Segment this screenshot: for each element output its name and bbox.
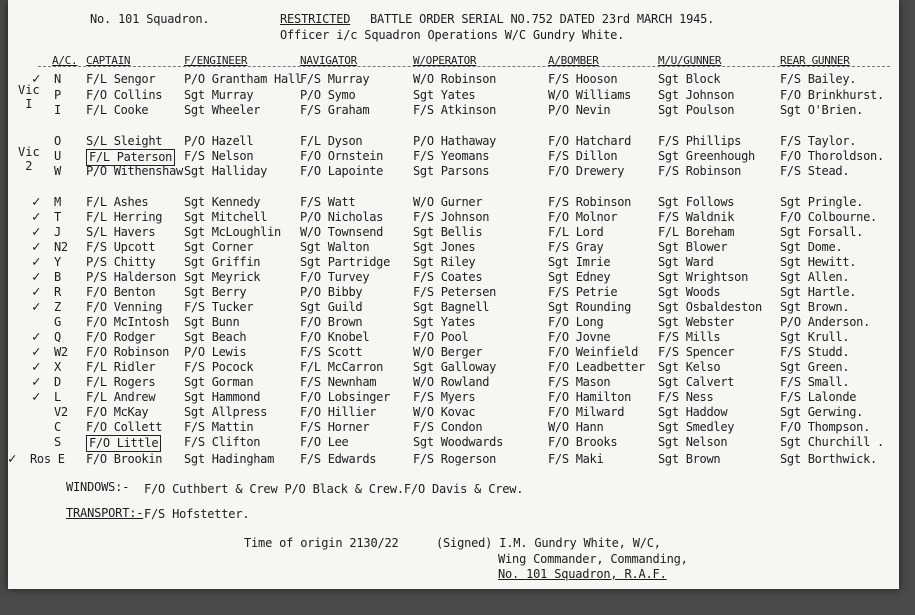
check-mark-icon: ✓ <box>8 451 17 467</box>
cell-wop: Sgt Riley <box>413 255 476 269</box>
table-row <box>8 345 899 360</box>
cell-ac: M <box>54 195 61 209</box>
cell-wop: Sgt Bagnell <box>413 300 490 314</box>
cell-rear: Sgt O'Brien. <box>780 103 864 117</box>
cell-rear: Sgt Forsall. <box>780 225 864 239</box>
cell-bomber: F/O Milward <box>548 405 625 419</box>
cell-mug: Sgt Block <box>658 72 721 86</box>
cell-bomber: F/S Petrie <box>548 285 618 299</box>
cell-wop: Sgt Parsons <box>413 164 490 178</box>
column-header: A/C. <box>52 54 78 67</box>
cell-wop: Sgt Bellis <box>413 225 483 239</box>
cell-engineer: Sgt Bunn <box>184 315 240 329</box>
cell-navigator: F/S Horner <box>300 420 370 434</box>
cell-wop: W/O Robinson <box>413 72 497 86</box>
cell-rear: Sgt Hartle. <box>780 285 857 299</box>
cell-captain: S/L Sleight <box>86 134 163 148</box>
cell-rear: F/S Studd. <box>780 345 850 359</box>
cell-rear: F/O Brinkhurst. <box>780 88 884 102</box>
column-header: W/OPERATOR <box>413 54 477 67</box>
cell-mug: Sgt Poulson <box>658 103 735 117</box>
cell-ac: I <box>54 103 61 117</box>
cell-bomber: Sgt Rounding <box>548 300 632 314</box>
cell-mug: Sgt Follows <box>658 195 735 209</box>
cell-captain: F/O McIntosh <box>86 315 170 329</box>
cell-engineer: Sgt Allpress <box>184 405 268 419</box>
cell-navigator: F/O Hillier <box>300 405 377 419</box>
cell-engineer: Sgt Berry <box>184 285 247 299</box>
cell-navigator: F/S Graham <box>300 103 370 117</box>
cell-captain: S/L Havers <box>86 225 156 239</box>
table-row <box>8 134 899 149</box>
signature-line: (Signed) I.M. Gundry White, W/C, <box>436 536 661 550</box>
cell-ac: Q <box>54 330 61 344</box>
column-header: REAR GUNNER <box>780 54 850 67</box>
cell-ac: N2 <box>54 240 68 254</box>
cell-mug: Sgt Smedley <box>658 420 735 434</box>
cell-bomber: F/S Maki <box>548 452 604 466</box>
cell-captain: F/O Robinson <box>86 345 170 359</box>
cell-rear: F/S Lalonde <box>780 390 857 404</box>
cell-rear: Sgt Hewitt. <box>780 255 857 269</box>
transport-value: F/S Hofstetter. <box>144 507 250 521</box>
cell-navigator: P/O Bibby <box>300 285 363 299</box>
cell-mug: Sgt Woods <box>658 285 721 299</box>
cell-bomber: F/S Dillon <box>548 149 618 163</box>
table-row <box>8 225 899 240</box>
cell-navigator: F/S Newnham <box>300 375 377 389</box>
battle-order-document <box>8 0 899 589</box>
column-header: CAPTAIN <box>86 54 131 67</box>
cell-navigator: F/O Ornstein <box>300 149 384 163</box>
cell-bomber: F/O Brooks <box>548 435 618 449</box>
cell-ac: Y <box>54 255 61 269</box>
cell-wop: W/O Kovac <box>413 405 476 419</box>
cell-wop: F/S Myers <box>413 390 476 404</box>
cell-bomber: F/S Mason <box>548 375 611 389</box>
cell-wop: Sgt Jones <box>413 240 476 254</box>
cell-engineer: F/S Nelson <box>184 149 254 163</box>
cell-captain: F/L Herring <box>86 210 163 224</box>
cell-ac: W <box>54 164 61 178</box>
cell-ac: Z <box>54 300 61 314</box>
cell-bomber: W/O Hann <box>548 420 604 434</box>
cell-rear: Sgt Dome. <box>780 240 843 254</box>
cell-ac: L <box>54 390 61 404</box>
cell-mug: F/S Phillips <box>658 134 742 148</box>
cell-captain: F/O Benton <box>86 285 156 299</box>
column-header: F/ENGINEER <box>184 54 248 67</box>
cell-wop: W/O Rowland <box>413 375 490 389</box>
cell-rear: F/O Colbourne. <box>780 210 877 224</box>
cell-wop: Sgt Yates <box>413 88 476 102</box>
check-mark-icon: ✓ <box>32 284 41 300</box>
cell-captain: F/O Collins <box>86 88 163 102</box>
vic2-label: Vic 2 <box>18 145 40 173</box>
cell-bomber: F/O Drewery <box>548 164 625 178</box>
cell-rear: P/O Anderson. <box>780 315 871 329</box>
cell-navigator: F/S Murray <box>300 72 370 86</box>
cell-captain: P/O Withenshaw <box>86 164 183 178</box>
check-mark-icon: ✓ <box>32 269 41 285</box>
check-mark-icon: ✓ <box>32 344 41 360</box>
table-row <box>8 300 899 315</box>
check-mark-icon: ✓ <box>32 71 41 87</box>
cell-rear: F/O Thompson. <box>780 420 871 434</box>
cell-wop: F/S Condon <box>413 420 483 434</box>
vic1-label: Vic I <box>18 83 40 111</box>
cell-rear: F/S Taylor. <box>780 134 857 148</box>
table-row <box>8 285 899 300</box>
table-row <box>8 164 899 179</box>
column-header: NAVIGATOR <box>300 54 357 67</box>
check-mark-icon: ✓ <box>32 389 41 405</box>
cell-bomber: F/O Hatchard <box>548 134 632 148</box>
check-mark-icon: ✓ <box>32 299 41 315</box>
header-divider <box>38 66 890 67</box>
officer-line: Officer i/c Squadron Operations W/C Gundry White. <box>280 28 625 42</box>
table-row <box>8 360 899 375</box>
cell-captain: F/S Upcott <box>86 240 156 254</box>
cell-rear: Sgt Brown. <box>780 300 850 314</box>
classification: RESTRICTED <box>280 12 351 26</box>
cell-captain: F/O Venning <box>86 300 163 314</box>
cell-engineer: Sgt Mitchell <box>184 210 268 224</box>
cell-ac: B <box>54 270 61 284</box>
cell-captain: P/S Halderson <box>86 270 177 284</box>
cell-ac: W2 <box>54 345 68 359</box>
cell-engineer: Sgt Wheeler <box>184 103 261 117</box>
cell-mug: Sgt Kelso <box>658 360 721 374</box>
cell-wop: F/S Rogerson <box>413 452 497 466</box>
cell-wop: Sgt Yates <box>413 315 476 329</box>
column-header: A/BOMBER <box>548 54 599 67</box>
cell-wop: Sgt Woodwards <box>413 435 504 449</box>
cell-bomber: F/O Molnor <box>548 210 618 224</box>
cell-bomber: F/O Long <box>548 315 604 329</box>
cell-wop: F/S Johnson <box>413 210 490 224</box>
cell-bomber: Sgt Edney <box>548 270 611 284</box>
cell-rear: Sgt Churchill . <box>780 435 884 449</box>
table-row <box>8 435 899 450</box>
cell-engineer: Sgt Beach <box>184 330 247 344</box>
check-mark-icon: ✓ <box>32 374 41 390</box>
cell-navigator: P/O Symo <box>300 88 356 102</box>
cell-navigator: F/O Brown <box>300 315 363 329</box>
cell-ac: V2 <box>54 405 68 419</box>
table-row <box>8 210 899 225</box>
cell-ac: T <box>54 210 61 224</box>
cell-rear: Sgt Green. <box>780 360 850 374</box>
cell-mug: Sgt Brown <box>658 452 721 466</box>
cell-wop: F/S Petersen <box>413 285 497 299</box>
cell-bomber: W/O Williams <box>548 88 632 102</box>
cell-ac: N <box>54 72 61 86</box>
cell-wop: Sgt Galloway <box>413 360 497 374</box>
cell-mug: Sgt Nelson <box>658 435 728 449</box>
cell-bomber: F/O Leadbetter <box>548 360 645 374</box>
cell-ac: Ros E <box>30 452 65 466</box>
cell-engineer: F/S Tucker <box>184 300 254 314</box>
cell-bomber: P/O Nevin <box>548 103 611 117</box>
cell-rear: Sgt Krull. <box>780 330 850 344</box>
signature-title: Wing Commander, Commanding, <box>498 552 688 566</box>
cell-ac: X <box>54 360 61 374</box>
cell-captain: F/L Sengor <box>86 72 156 86</box>
time-of-origin: Time of origin 2130/22 <box>244 536 399 550</box>
table-row <box>8 195 899 210</box>
table-row <box>8 420 899 435</box>
table-row <box>8 270 899 285</box>
cell-engineer: Sgt Hammond <box>184 390 261 404</box>
cell-navigator: Sgt Partridge <box>300 255 391 269</box>
table-row <box>8 149 899 164</box>
check-mark-icon: ✓ <box>32 209 41 225</box>
cell-engineer: Sgt Griffin <box>184 255 261 269</box>
cell-captain: F/O McKay <box>86 405 149 419</box>
cell-rear: Sgt Gerwing. <box>780 405 864 419</box>
cell-wop: F/S Yeomans <box>413 149 490 163</box>
check-mark-icon: ✓ <box>32 239 41 255</box>
table-row <box>8 315 899 330</box>
cell-captain: F/L Paterson <box>86 149 175 166</box>
cell-engineer: P/O Hazell <box>184 134 254 148</box>
check-mark-icon: ✓ <box>32 224 41 240</box>
cell-captain: F/L Ashes <box>86 195 149 209</box>
cell-rear: F/O Thoroldson. <box>780 149 884 163</box>
cell-captain: F/L Ridler <box>86 360 156 374</box>
cell-captain: F/O Rodger <box>86 330 156 344</box>
cell-ac: D <box>54 375 61 389</box>
cell-bomber: F/S Hooson <box>548 72 618 86</box>
cell-bomber: Sgt Imrie <box>548 255 611 269</box>
check-mark-icon: ✓ <box>32 194 41 210</box>
cell-engineer: F/S Clifton <box>184 435 261 449</box>
cell-mug: F/S Spencer <box>658 345 735 359</box>
cell-ac: P <box>54 88 61 102</box>
cell-engineer: Sgt Halliday <box>184 164 268 178</box>
cell-captain: F/O Little <box>86 435 161 452</box>
cell-bomber: F/L Lord <box>548 225 604 239</box>
cell-mug: F/S Mills <box>658 330 721 344</box>
table-row <box>8 330 899 345</box>
cell-bomber: F/S Gray <box>548 240 604 254</box>
cell-ac: J <box>54 225 61 239</box>
cell-wop: F/O Pool <box>413 330 469 344</box>
cell-captain: P/S Chitty <box>86 255 156 269</box>
check-mark-icon: ✓ <box>32 359 41 375</box>
cell-rear: Sgt Borthwick. <box>780 452 877 466</box>
cell-navigator: F/S Scott <box>300 345 363 359</box>
table-row <box>8 103 899 118</box>
windows-label: WINDOWS:- <box>66 480 130 494</box>
cell-mug: F/S Ness <box>658 390 714 404</box>
table-row <box>8 72 899 87</box>
table-row <box>8 375 899 390</box>
cell-captain: F/L Rogers <box>86 375 156 389</box>
cell-bomber: F/O Jovne <box>548 330 611 344</box>
cell-bomber: F/O Hamilton <box>548 390 632 404</box>
serial-heading: BATTLE ORDER SERIAL NO.752 DATED 23rd MARCH 1945. <box>370 12 715 26</box>
cell-navigator: F/S Edwards <box>300 452 377 466</box>
cell-mug: F/S Robinson <box>658 164 742 178</box>
cell-navigator: Sgt Walton <box>300 240 370 254</box>
cell-mug: Sgt Ward <box>658 255 714 269</box>
signature-squadron: No. 101 Squadron, R.A.F. <box>498 567 667 581</box>
squadron-title: No. 101 Squadron. <box>90 12 210 26</box>
cell-engineer: F/S Pocock <box>184 360 254 374</box>
table-row <box>8 240 899 255</box>
cell-engineer: Sgt Corner <box>184 240 254 254</box>
cell-wop: W/O Gurner <box>413 195 483 209</box>
cell-engineer: Sgt Murray <box>184 88 254 102</box>
cell-mug: Sgt Greenhough <box>658 149 755 163</box>
cell-ac: S <box>54 435 61 449</box>
cell-mug: Sgt Haddow <box>658 405 728 419</box>
windows-value: F/O Cuthbert & Crew P/O Black & Crew.F/O Davis & Crew. <box>144 482 524 496</box>
cell-rear: Sgt Pringle. <box>780 195 864 209</box>
cell-engineer: F/S Mattin <box>184 420 254 434</box>
cell-ac: G <box>54 315 61 329</box>
cell-engineer: Sgt Meyrick <box>184 270 261 284</box>
table-row <box>8 88 899 103</box>
cell-mug: Sgt Osbaldeston <box>658 300 762 314</box>
cell-mug: F/S Waldnik <box>658 210 735 224</box>
cell-navigator: Sgt Guild <box>300 300 363 314</box>
table-row <box>8 255 899 270</box>
table-row <box>8 390 899 405</box>
cell-wop: P/O Hathaway <box>413 134 497 148</box>
cell-ac: O <box>54 134 61 148</box>
cell-captain: F/L Cooke <box>86 103 149 117</box>
table-row <box>8 452 899 467</box>
table-row <box>8 405 899 420</box>
cell-engineer: Sgt Gorman <box>184 375 254 389</box>
cell-ac: R <box>54 285 61 299</box>
cell-navigator: F/O Lee <box>300 435 349 449</box>
cell-navigator: P/O Nicholas <box>300 210 384 224</box>
cell-engineer: Sgt Hadingham <box>184 452 275 466</box>
cell-navigator: F/S Watt <box>300 195 356 209</box>
cell-mug: Sgt Wrightson <box>658 270 749 284</box>
cell-engineer: P/O Lewis <box>184 345 247 359</box>
check-mark-icon: ✓ <box>32 329 41 345</box>
cell-mug: Sgt Blower <box>658 240 728 254</box>
cell-navigator: F/O Lapointe <box>300 164 384 178</box>
cell-engineer: P/O Grantham Hall <box>184 72 302 86</box>
column-header: M/U/GUNNER <box>658 54 722 67</box>
cell-mug: Sgt Webster <box>658 315 735 329</box>
cell-navigator: F/O Lobsinger <box>300 390 391 404</box>
cell-navigator: W/O Townsend <box>300 225 384 239</box>
cell-navigator: F/O Turvey <box>300 270 370 284</box>
cell-engineer: Sgt McLoughlin <box>184 225 281 239</box>
cell-ac: C <box>54 420 61 434</box>
cell-navigator: F/L Dyson <box>300 134 363 148</box>
cell-wop: W/O Berger <box>413 345 483 359</box>
cell-engineer: Sgt Kennedy <box>184 195 261 209</box>
cell-mug: F/L Boreham <box>658 225 735 239</box>
transport-label: TRANSPORT:- <box>66 506 144 520</box>
cell-rear: F/S Stead. <box>780 164 850 178</box>
cell-navigator: F/O Knobel <box>300 330 370 344</box>
cell-mug: Sgt Johnson <box>658 88 735 102</box>
cell-rear: Sgt Allen. <box>780 270 850 284</box>
cell-captain: F/L Andrew <box>86 390 156 404</box>
cell-wop: F/S Atkinson <box>413 103 497 117</box>
cell-rear: F/S Small. <box>780 375 850 389</box>
check-mark-icon: ✓ <box>32 254 41 270</box>
cell-captain: F/O Collett <box>86 420 163 434</box>
cell-bomber: F/S Robinson <box>548 195 632 209</box>
cell-captain: F/O Brookin <box>86 452 163 466</box>
cell-rear: F/S Bailey. <box>780 72 857 86</box>
cell-mug: Sgt Calvert <box>658 375 735 389</box>
cell-ac: U <box>54 149 61 163</box>
cell-wop: F/S Coates <box>413 270 483 284</box>
cell-navigator: F/L McCarron <box>300 360 384 374</box>
cell-bomber: F/O Weinfield <box>548 345 639 359</box>
